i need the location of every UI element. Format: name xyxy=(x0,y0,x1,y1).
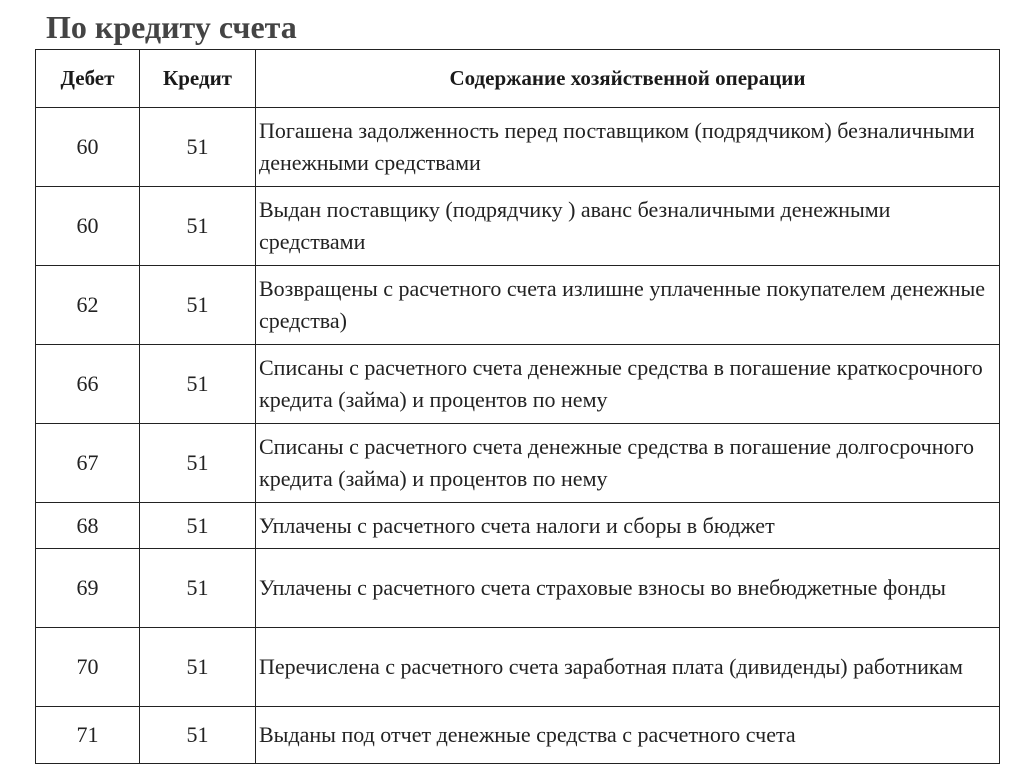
table-header xyxy=(36,50,1000,108)
description-cell: Уплачены с расчетного счета страховые взносы во внебюджетные фонды xyxy=(256,549,1000,628)
debit-cell: 70 xyxy=(36,628,140,707)
accounting-entries-table xyxy=(35,49,1000,764)
credit-cell: 51 xyxy=(140,707,256,764)
credit-cell: 51 xyxy=(140,108,256,187)
table-row xyxy=(36,707,1000,764)
description-cell: Возвращены с расчетного счета излишне уплаченные покупателем денежные средства) xyxy=(256,266,1000,345)
column-header-debit: Дебет xyxy=(36,50,140,108)
debit-cell: 69 xyxy=(36,549,140,628)
header-row xyxy=(36,50,1000,108)
debit-cell: 66 xyxy=(36,345,140,424)
debit-cell: 67 xyxy=(36,424,140,503)
debit-cell: 68 xyxy=(36,503,140,549)
description-cell: Выдан поставщику (подрядчику ) аванс безналичными денежными средствами xyxy=(256,187,1000,266)
description-cell: Уплачены с расчетного счета налоги и сборы в бюджет xyxy=(256,503,1000,549)
debit-cell: 62 xyxy=(36,266,140,345)
credit-cell: 51 xyxy=(140,345,256,424)
credit-cell: 51 xyxy=(140,266,256,345)
table-row xyxy=(36,424,1000,503)
credit-cell: 51 xyxy=(140,628,256,707)
description-cell: Перечислена с расчетного счета заработная плата (дивиденды) работникам xyxy=(256,628,1000,707)
table-row xyxy=(36,108,1000,187)
description-cell: Списаны с расчетного счета денежные средства в погашение краткосрочного кредита (займа) и процентов по нему xyxy=(256,345,1000,424)
column-header-credit: Кредит xyxy=(140,50,256,108)
debit-cell: 71 xyxy=(36,707,140,764)
debit-cell: 60 xyxy=(36,108,140,187)
description-cell: Списаны с расчетного счета денежные средства в погашение долгосрочного кредита (займа) и процентов по нему xyxy=(256,424,1000,503)
table-row xyxy=(36,187,1000,266)
credit-cell: 51 xyxy=(140,187,256,266)
table-row xyxy=(36,345,1000,424)
table-body xyxy=(36,108,1000,764)
page-title: По кредиту счета xyxy=(46,9,297,45)
table-row xyxy=(36,503,1000,549)
credit-cell: 51 xyxy=(140,549,256,628)
credit-cell: 51 xyxy=(140,503,256,549)
table-row xyxy=(36,628,1000,707)
credit-cell: 51 xyxy=(140,424,256,503)
table-row xyxy=(36,549,1000,628)
table-row xyxy=(36,266,1000,345)
debit-cell: 60 xyxy=(36,187,140,266)
description-cell: Выданы под отчет денежные средства с расчетного счета xyxy=(256,707,1000,764)
column-header-description: Содержание хозяйственной операции xyxy=(256,50,1000,108)
description-cell: Погашена задолженность перед поставщиком (подрядчиком) безналичными денежными средствами xyxy=(256,108,1000,187)
